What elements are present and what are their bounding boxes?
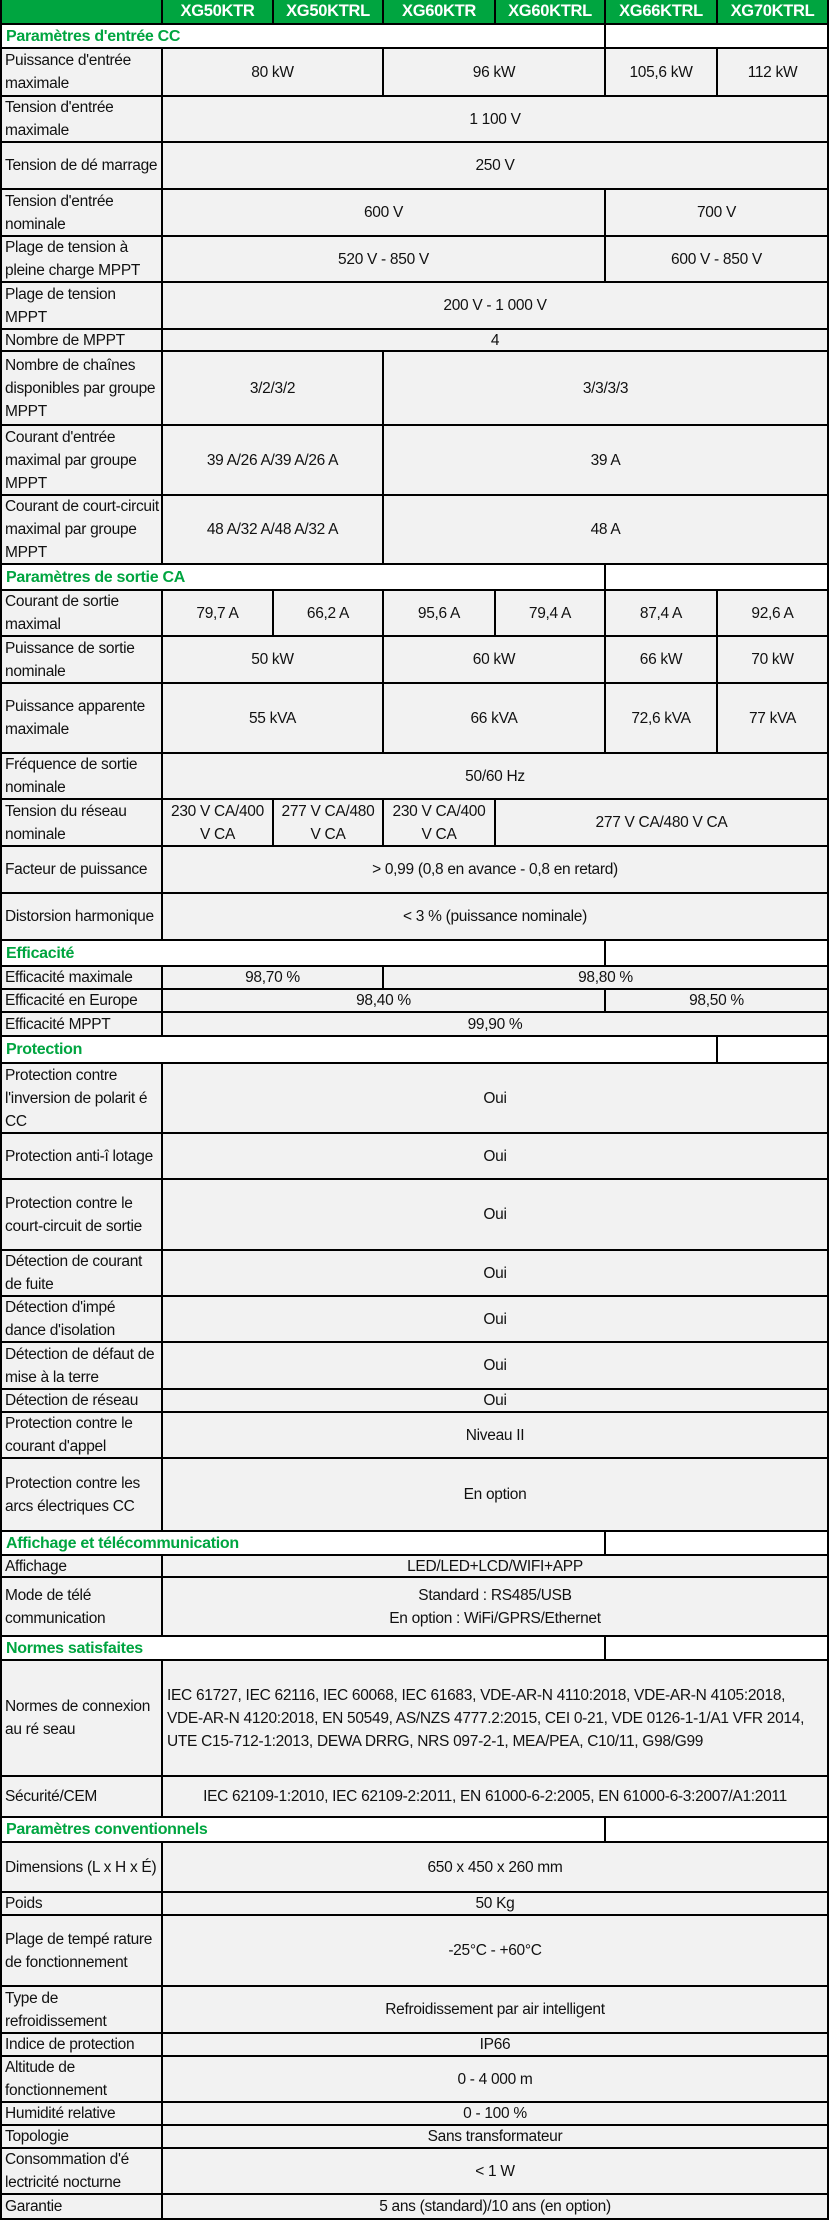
row-label-protection-contre-le-courant-d-appel: Protection contre le courant d'appel	[0, 1413, 163, 1459]
row-label-facteur-de-puissance: Facteur de puissance	[0, 847, 163, 894]
value-cell: LED/LED+LCD/WIFI+APP	[163, 1556, 829, 1578]
section-header-parametres-conventionnels: Paramètres conventionnels	[0, 1818, 606, 1843]
value-cell: Oui	[163, 1134, 829, 1180]
section-header-protection: Protection	[0, 1037, 718, 1064]
section-header-empty-cell	[606, 1818, 829, 1843]
row-label-altitude-de-fonctionnement: Altitude de fonctionnement	[0, 2057, 163, 2103]
value-cell: 79,7 A	[163, 591, 274, 637]
row-label-courant-de-court-circuit-maximal-par-groupe-mppt: Courant de court-circuit maximal par groupe MPPT	[0, 496, 163, 565]
header-model-xg70ktrl: XG70KTRL	[718, 0, 829, 25]
row-label-plage-de-tension-a-pleine-charge-mppt: Plage de tension à pleine charge MPPT	[0, 237, 163, 283]
row-label-normes-de-connexion-au-re-seau: Normes de connexion au ré seau	[0, 1661, 163, 1777]
section-header-parametres-de-sortie-ca: Paramètres de sortie CA	[0, 565, 606, 591]
row-label-efficacite-maximale: Efficacité maximale	[0, 967, 163, 990]
value-cell	[163, 1578, 829, 1637]
row-label-puissance-apparente-maximale: Puissance apparente maximale	[0, 684, 163, 754]
value-line: IEC 61727, IEC 62116, IEC 60068, IEC 61683, VDE-AR-N 4110:2018, VDE-AR-N 4105:2018,	[167, 1686, 786, 1704]
value-cell: -25°C - +60°C	[163, 1916, 829, 1987]
row-label-consommation-d-e-lectricite-nocturne: Consommation d'é lectricité nocturne	[0, 2149, 163, 2195]
value-cell: 72,6 kVA	[606, 684, 718, 754]
value-cell: 48 A/32 A/48 A/32 A	[163, 496, 384, 565]
row-label-nombre-de-mppt: Nombre de MPPT	[0, 330, 163, 352]
row-label-frequence-de-sortie-nominale: Fréquence de sortie nominale	[0, 754, 163, 800]
section-header-parametres-d-entree-cc: Paramètres d'entrée CC	[0, 25, 606, 49]
value-cell: 700 V	[606, 190, 829, 237]
value-cell: 92,6 A	[718, 591, 829, 637]
section-header-empty-cell	[606, 1532, 829, 1556]
value-cell: Oui	[163, 1064, 829, 1134]
value-cell: 3/2/3/2	[163, 352, 384, 426]
row-label-poids: Poids	[0, 1893, 163, 1916]
row-label-plage-de-tension-mppt: Plage de tension MPPT	[0, 283, 163, 330]
value-cell: 4	[163, 330, 829, 352]
row-label-protection-contre-le-court-circuit-de-sortie: Protection contre le court-circuit de sortie	[0, 1180, 163, 1251]
row-label-detection-d-impe-dance-d-isolation: Détection d'impé dance d'isolation	[0, 1297, 163, 1343]
value-cell: 3/3/3/3	[384, 352, 829, 426]
value-cell: 112 kW	[718, 49, 829, 97]
value-cell: Oui	[163, 1180, 829, 1251]
header-model-xg50ktrl: XG50KTRL	[274, 0, 384, 25]
row-label-protection-contre-l-inversion-de-polarit-e-cc: Protection contre l'inversion de polarit é CC	[0, 1064, 163, 1134]
row-label-garantie: Garantie	[0, 2195, 163, 2220]
row-label-type-de-refroidissement: Type de refroidissement	[0, 1987, 163, 2034]
section-header-empty-cell	[718, 1037, 829, 1064]
section-header-efficacite: Efficacité	[0, 941, 606, 967]
value-cell: < 1 W	[163, 2149, 829, 2195]
row-label-efficacite-en-europe: Efficacité en Europe	[0, 990, 163, 1013]
value-cell: 98,80 %	[384, 967, 829, 990]
row-label-plage-de-tempe-rature-de-fonctionnement: Plage de tempé rature de fonctionnement	[0, 1916, 163, 1987]
value-line: En option : WiFi/GPRS/Ethernet	[389, 1609, 601, 1627]
value-cell: 230 V CA/400 V CA	[163, 800, 274, 847]
value-cell: 99,90 %	[163, 1013, 829, 1037]
value-cell: IP66	[163, 2034, 829, 2057]
value-cell: Oui	[163, 1251, 829, 1297]
row-label-protection-contre-les-arcs-electriques-cc: Protection contre les arcs électriques CC	[0, 1459, 163, 1532]
value-cell: 55 kVA	[163, 684, 384, 754]
value-cell: < 3 % (puissance nominale)	[163, 894, 829, 941]
value-cell: 50 Kg	[163, 1893, 829, 1916]
value-cell: Refroidissement par air intelligent	[163, 1987, 829, 2034]
value-cell: 98,70 %	[163, 967, 384, 990]
value-cell: Sans transformateur	[163, 2126, 829, 2149]
value-cell: 1 100 V	[163, 97, 829, 143]
value-cell: 98,40 %	[163, 990, 606, 1013]
section-header-normes-satisfaites: Normes satisfaites	[0, 1637, 606, 1661]
row-label-topologie: Topologie	[0, 2126, 163, 2149]
value-cell: 50 kW	[163, 637, 384, 684]
value-cell: 39 A	[384, 426, 829, 496]
row-label-courant-d-entree-maximal-par-groupe-mppt: Courant d'entrée maximal par groupe MPPT	[0, 426, 163, 496]
row-label-tension-d-entree-nominale: Tension d'entrée nominale	[0, 190, 163, 237]
row-label-protection-anti-i-lotage: Protection anti-î lotage	[0, 1134, 163, 1180]
value-cell: 600 V	[163, 190, 606, 237]
value-line: Standard : RS485/USB	[418, 1586, 572, 1604]
row-label-humidite-relative: Humidité relative	[0, 2103, 163, 2126]
value-cell: 600 V - 850 V	[606, 237, 829, 283]
row-label-efficacite-mppt: Efficacité MPPT	[0, 1013, 163, 1037]
value-cell: 66 kVA	[384, 684, 606, 754]
row-label-detection-de-reseau: Détection de réseau	[0, 1390, 163, 1413]
value-cell: 105,6 kW	[606, 49, 718, 97]
value-cell: 87,4 A	[606, 591, 718, 637]
value-cell: 77 kVA	[718, 684, 829, 754]
value-line: VDE-AR-N 4120:2018, EN 50549, AS/NZS 4777.2:2015, CEI 0-21, VDE 0126-1-1/A1 VFR 2014,	[167, 1709, 805, 1727]
value-cell: En option	[163, 1459, 829, 1532]
header-model-xg60ktrl: XG60KTRL	[496, 0, 606, 25]
row-label-securite-cem: Sécurité/CEM	[0, 1777, 163, 1818]
row-label-dimensions-l-x-h-x-e: Dimensions (L x H x É)	[0, 1843, 163, 1893]
value-cell: IEC 62109-1:2010, IEC 62109-2:2011, EN 61000-6-2:2005, EN 61000-6-3:2007/A1:2011	[163, 1777, 829, 1818]
value-cell: Niveau II	[163, 1413, 829, 1459]
row-label-courant-de-sortie-maximal: Courant de sortie maximal	[0, 591, 163, 637]
value-cell: 650 x 450 x 260 mm	[163, 1843, 829, 1893]
section-header-affichage-et-telecommunication: Affichage et télécommunication	[0, 1532, 606, 1556]
value-cell: 60 kW	[384, 637, 606, 684]
row-label-puissance-d-entree-maximale: Puissance d'entrée maximale	[0, 49, 163, 97]
value-cell: > 0,99 (0,8 en avance - 0,8 en retard)	[163, 847, 829, 894]
value-cell: 5 ans (standard)/10 ans (en option)	[163, 2195, 829, 2220]
value-cell: 230 V CA/400 V CA	[384, 800, 496, 847]
value-cell: 79,4 A	[496, 591, 606, 637]
value-cell: 50/60 Hz	[163, 754, 829, 800]
row-label-affichage: Affichage	[0, 1556, 163, 1578]
value-cell: 66 kW	[606, 637, 718, 684]
value-line: UTE C15-712-1:2013, DEWA DRRG, NRS 097-2-1, MEA/PEA, C10/11, G98/G99	[167, 1732, 704, 1750]
row-label-nombre-de-chaines-disponibles-par-groupe-mppt: Nombre de chaînes disponibles par groupe MPPT	[0, 352, 163, 426]
value-cell	[163, 1661, 829, 1777]
section-header-empty-cell	[606, 1637, 829, 1661]
header-corner-cell	[0, 0, 163, 25]
value-cell: 70 kW	[718, 637, 829, 684]
row-label-detection-de-courant-de-fuite: Détection de courant de fuite	[0, 1251, 163, 1297]
section-header-empty-cell	[606, 25, 829, 49]
value-cell: 39 A/26 A/39 A/26 A	[163, 426, 384, 496]
row-label-tension-d-entree-maximale: Tension d'entrée maximale	[0, 97, 163, 143]
value-cell: Oui	[163, 1297, 829, 1343]
value-cell: 277 V CA/480 V CA	[274, 800, 384, 847]
row-label-indice-de-protection: Indice de protection	[0, 2034, 163, 2057]
value-cell: 277 V CA/480 V CA	[496, 800, 829, 847]
section-header-empty-cell	[606, 941, 829, 967]
value-cell: 66,2 A	[274, 591, 384, 637]
value-cell: 520 V - 850 V	[163, 237, 606, 283]
row-label-detection-de-defaut-de-mise-a-la-terre: Détection de défaut de mise à la terre	[0, 1343, 163, 1390]
row-label-mode-de-tele-communication: Mode de télé communication	[0, 1578, 163, 1637]
value-cell: 0 - 4 000 m	[163, 2057, 829, 2103]
value-cell: 48 A	[384, 496, 829, 565]
header-model-xg60ktr: XG60KTR	[384, 0, 496, 25]
value-cell: 250 V	[163, 143, 829, 190]
row-label-tension-de-de-marrage: Tension de dé marrage	[0, 143, 163, 190]
value-cell: 96 kW	[384, 49, 606, 97]
value-cell: Oui	[163, 1343, 829, 1390]
value-cell: 95,6 A	[384, 591, 496, 637]
header-model-xg66ktrl: XG66KTRL	[606, 0, 718, 25]
value-cell: 0 - 100 %	[163, 2103, 829, 2126]
value-cell: 98,50 %	[606, 990, 829, 1013]
value-cell: 80 kW	[163, 49, 384, 97]
value-cell: Oui	[163, 1390, 829, 1413]
row-label-tension-du-reseau-nominale: Tension du réseau nominale	[0, 800, 163, 847]
value-cell: 200 V - 1 000 V	[163, 283, 829, 330]
row-label-puissance-de-sortie-nominale: Puissance de sortie nominale	[0, 637, 163, 684]
section-header-empty-cell	[606, 565, 829, 591]
row-label-distorsion-harmonique: Distorsion harmonique	[0, 894, 163, 941]
header-model-xg50ktr: XG50KTR	[163, 0, 274, 25]
